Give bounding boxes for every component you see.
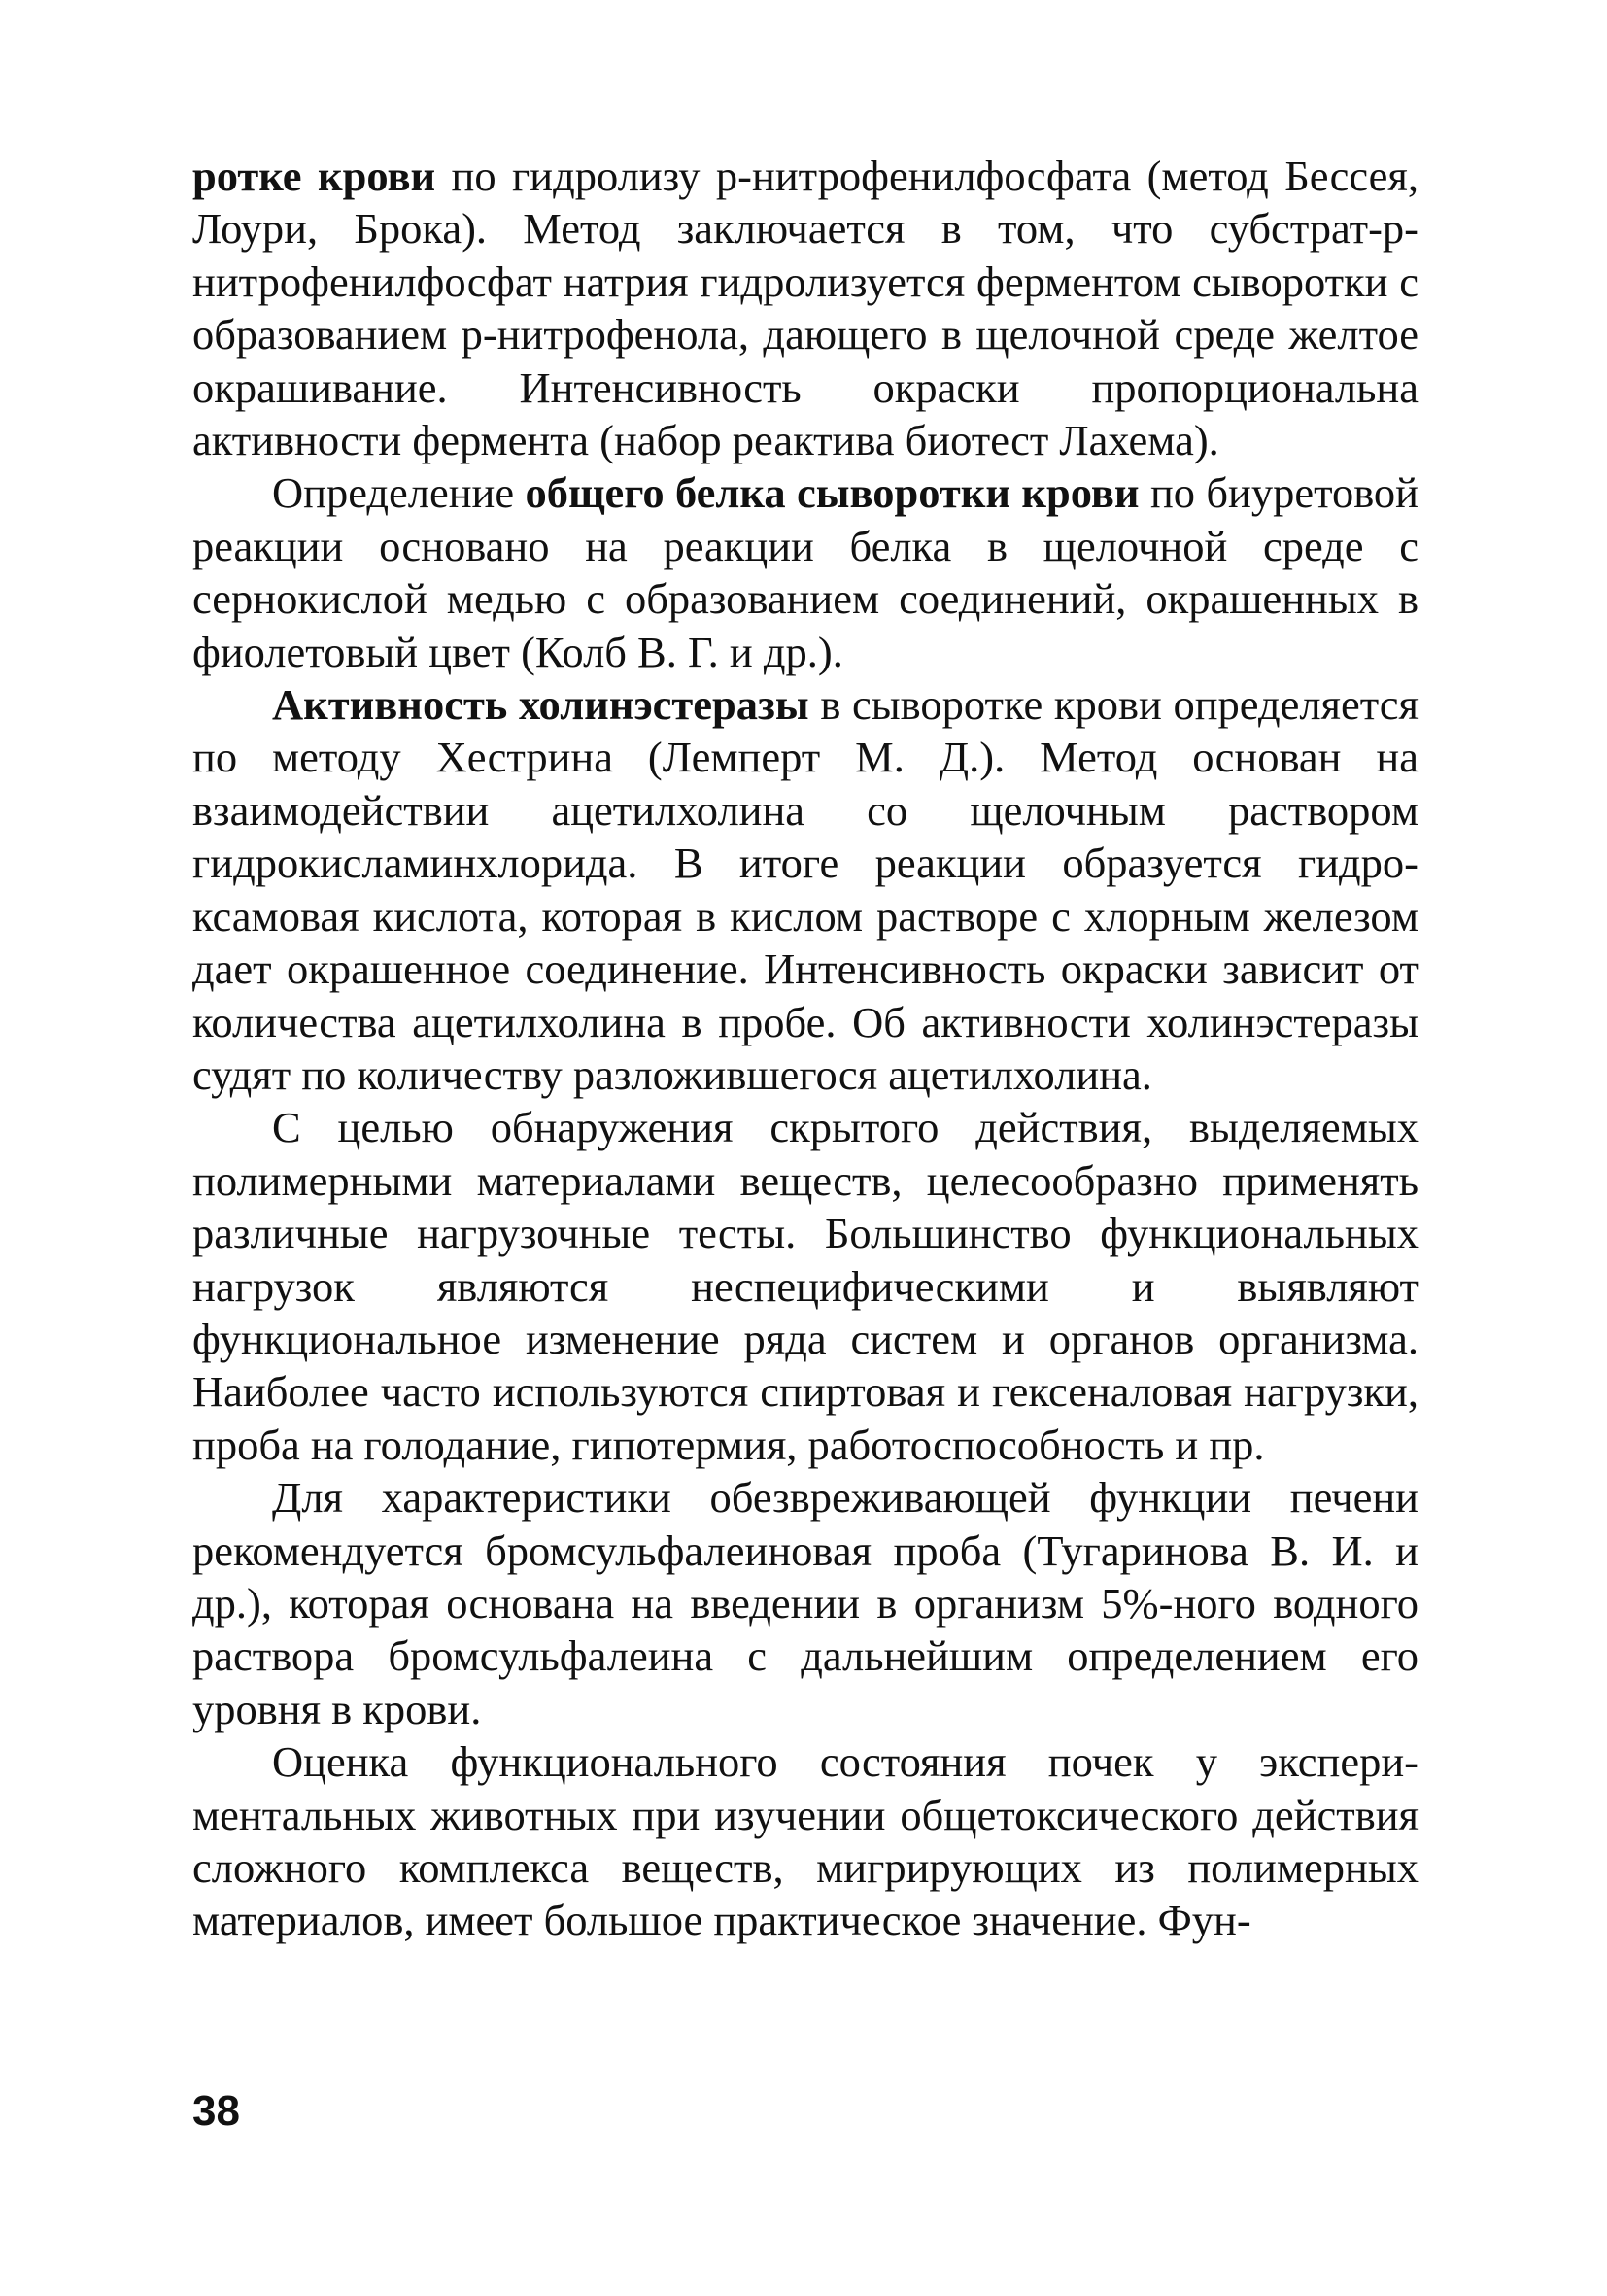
paragraph-text: С целью обнаружения скрытого действия, выделяемых полимерными материалами веществ, целесообразно применять различные нагрузочные тесты. Большинство функциональных нагрузок являются неспецифическими и выявляют функциональное изменение ряда систем и органов организма. Наиболее часто используются спиртовая и гексеналовая нагрузки, проба на голодание, гипотермия, работоспособность и пр. bbox=[192, 1103, 1419, 1469]
paragraph-load-tests bbox=[192, 1101, 1419, 1471]
bold-term: ротке крови bbox=[192, 152, 436, 200]
paragraph-kidney-function bbox=[192, 1735, 1419, 1947]
paragraph-text: по биуретовой реакции основано на реакции белка в щелочной среде с сернокислой медью с образованием соединений, окрашенных в фиолетовый цвет (Колб В. Г. и др.). bbox=[192, 468, 1419, 676]
paragraph-cholinesterase bbox=[192, 678, 1419, 1101]
paragraph-total-protein bbox=[192, 466, 1419, 678]
paragraph-text: Оценка функционального состояния почек у экспериментальных животных при изучении общетоксического действия сложного комплекса веществ, мигрирующих из полимерных материалов, имеет большое практическое значение. Фун- bbox=[192, 1737, 1419, 1945]
paragraph-bromsulphalein bbox=[192, 1471, 1419, 1735]
bold-term: общего белка сыворотки крови bbox=[525, 468, 1140, 518]
page-number: 38 bbox=[192, 2087, 240, 2135]
paragraph-text: Для характеристики обезвреживающей функции печени рекомендуется бромсульфалеиновая проба (Тугаринова В. И. и др.), которая основана на введении в организм 5%-ного водного раствора бромсульфалеина с дальнейшим определением его уровня в крови. bbox=[192, 1473, 1419, 1733]
paragraph-text: Определение bbox=[272, 468, 526, 518]
page-body-text bbox=[192, 150, 1419, 1947]
paragraph-serum-phosphatase bbox=[192, 150, 1419, 466]
paragraph-text: в сыворотке крови определяется по методу Хестрина (Лемперт М. Д.). Метод основан на взаимодействии ацетилхолина со щелочным раствором гидрокисламинхлорида. В итоге реакции образуется гидроксамовая кислота, которая в кислом растворе с хлорным железом дает окрашенное соединение. Интенсивность окраски зависит от количества ацетилхолина в пробе. Об активности холинэстеразы судят по количеству разложившегося ацетилхолина. bbox=[192, 680, 1419, 1099]
bold-term: Активность холинэстеразы bbox=[272, 680, 809, 730]
paragraph-text: по гидролизу р-нитрофенилфосфата (метод Бессея, Лоури, Брока). Метод заключается в том, что субстрат-р-нитрофенилфосфат натрия гидролизуется ферментом сыворотки с образованием р-нитрофенола, дающего в щелочной среде желтое окрашивание. Интенсивность окраски пропорциональна активности фермента (набор реактива биотест Лахема). bbox=[192, 152, 1419, 465]
